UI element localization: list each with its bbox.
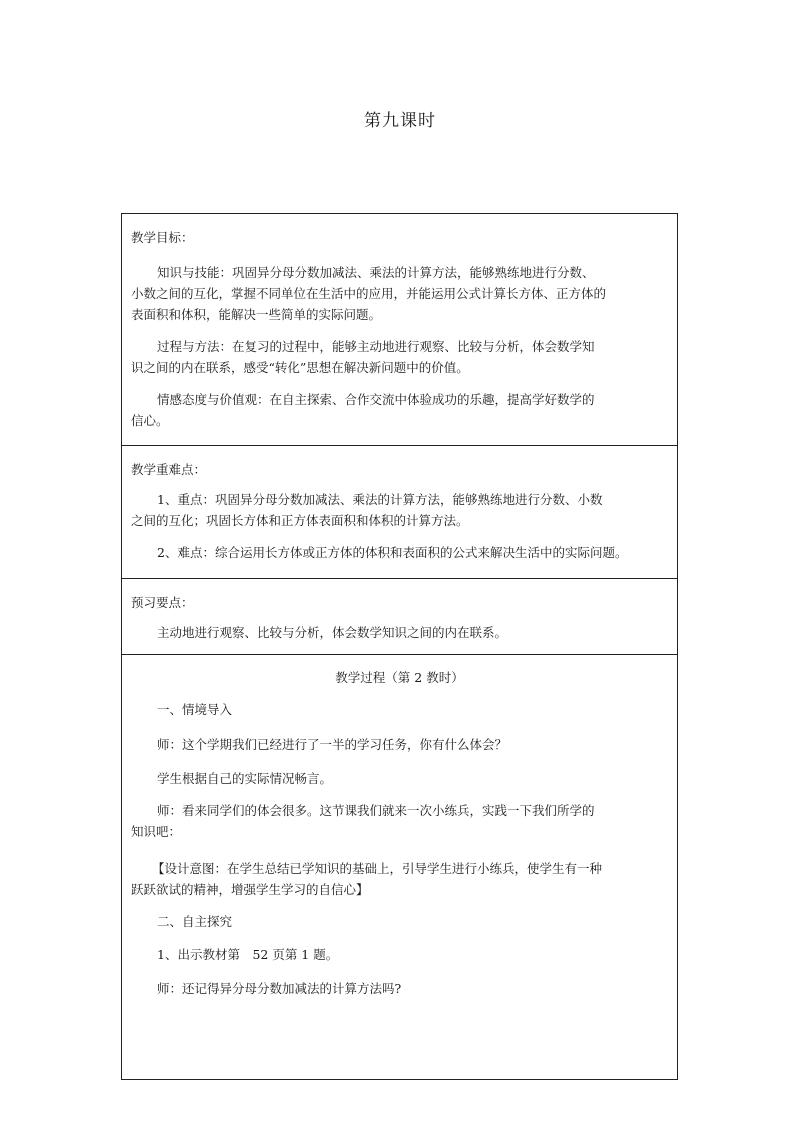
process-line: 师：看来同学们的体会很多。这节课我们就来一次小练兵，实践一下我们所学的知识吧： bbox=[131, 803, 595, 839]
teaching-process-section bbox=[122, 655, 677, 1081]
process-line: 学生根据自己的实际情况畅言。 bbox=[157, 771, 333, 786]
process-line: 1、出示教材第 52 页第 1 题。 bbox=[157, 947, 339, 962]
page-title: 第九课时 bbox=[364, 111, 436, 131]
lesson-plan-table bbox=[121, 213, 678, 1080]
emotion-attitude-text: 情感态度与价值观：在自主探索、合作交流中体验成功的乐趣，提高学好数学的信心。 bbox=[131, 392, 595, 428]
process-line: 师：还记得异分母分数加减法的计算方法吗? bbox=[157, 981, 402, 996]
difficulty-point-text: 2、难点：综合运用长方体或正方体的体积和表面积的公式来解决生活中的实际问题。 bbox=[157, 545, 628, 560]
teaching-goals-heading: 教学目标： bbox=[131, 230, 194, 245]
preview-section bbox=[122, 579, 677, 655]
process-method-text: 过程与方法：在复习的过程中，能够主动地进行观察、比较与分析，体会数学知识之间的内在联系，感受“转化”思想在解决新问题中的价值。 bbox=[131, 339, 595, 375]
knowledge-skills-text: 知识与技能：巩固异分母分数加减法、乘法的计算方法，能够熟练地进行分数、小数之间的互化，掌握不同单位在生活中的应用，并能运用公式计算长方体、正方体的表面积和体积，能解决一些简单的实际问题。 bbox=[131, 265, 607, 322]
key-points-heading: 教学重难点： bbox=[131, 462, 207, 477]
preview-heading: 预习要点： bbox=[131, 595, 194, 610]
process-line: 一、情境导入 bbox=[157, 702, 233, 717]
process-line: 师：这个学期我们已经进行了一半的学习任务，你有什么体会？ bbox=[157, 737, 508, 752]
teaching-goals-section bbox=[122, 214, 677, 446]
key-points-section bbox=[122, 446, 677, 579]
focus-point-text: 1、重点：巩固异分母分数加减法、乘法的计算方法，能够熟练地进行分数、小数之间的互化；巩固长方体和正方体表面积和体积的计算方法。 bbox=[131, 492, 603, 528]
process-line: 二、自主探究 bbox=[157, 914, 233, 929]
teaching-process-heading: 教学过程（第 2 教时） bbox=[335, 670, 464, 685]
preview-content: 主动地进行观察、比较与分析，体会数学知识之间的内在联系。 bbox=[157, 625, 508, 640]
design-intent-text: 【设计意图：在学生总结已学知识的基础上，引导学生进行小练兵，使学生有一种跃跃欲试的精神，增强学生学习的自信心】 bbox=[131, 861, 603, 897]
